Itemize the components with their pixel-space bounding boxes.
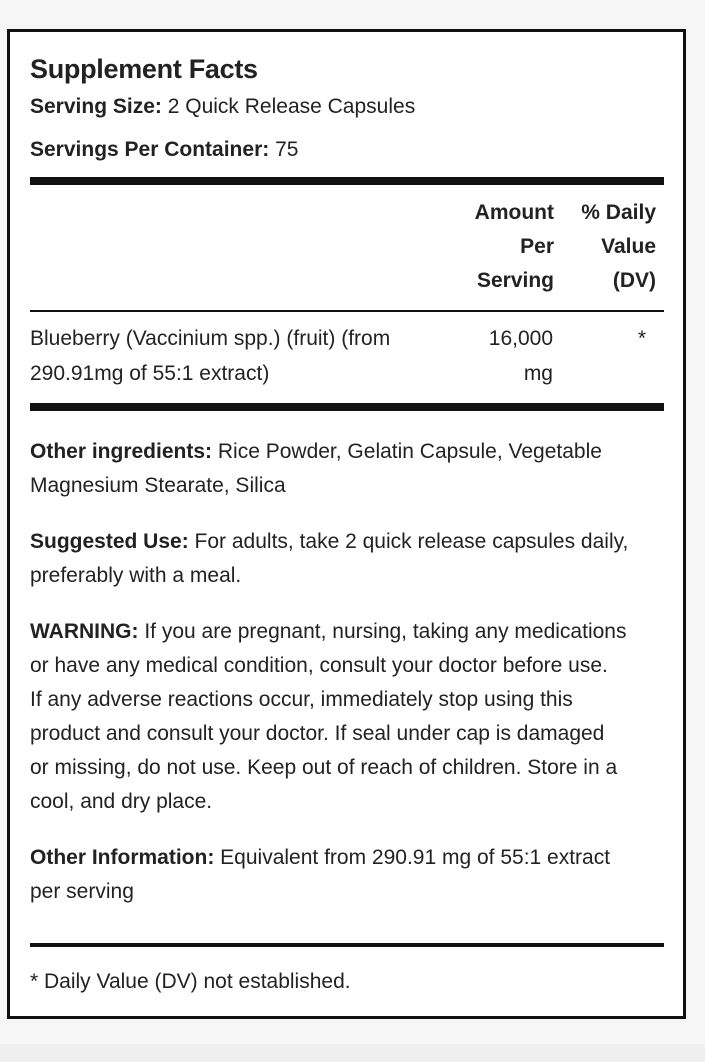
table-row <box>30 312 664 403</box>
header-amount-line: Serving <box>476 269 554 292</box>
supplement-facts-panel <box>7 29 686 1019</box>
header-amount-line: Per <box>520 235 554 258</box>
other-information <box>30 841 664 909</box>
ingredient-name <box>30 321 450 391</box>
ingredient-name-line: Blueberry (Vaccinium spp.) (fruit) (from <box>30 327 391 350</box>
table-header <box>30 185 664 310</box>
warning-label: WARNING: <box>30 620 139 643</box>
other-information-text: Equivalent from 290.91 mg of 55:1 extract <box>220 846 611 869</box>
other-ingredients <box>30 435 664 503</box>
warning-text: or missing, do not use. Keep out of reach of children. Store in a <box>30 756 618 779</box>
other-information-text: per serving <box>30 880 134 903</box>
ingredient-name-line: 290.91mg of 55:1 extract) <box>30 362 270 385</box>
header-daily-value <box>576 196 656 298</box>
divider-footer <box>30 943 664 947</box>
header-amount-per-serving <box>464 196 554 298</box>
ingredient-daily-value: * <box>637 327 646 350</box>
ingredient-amount-line: 16,000 <box>488 327 553 350</box>
warning-text: If you are pregnant, nursing, taking any medications <box>144 620 627 643</box>
warning-text: product and consult your doctor. If seal under cap is damaged <box>30 722 605 745</box>
suggested-use-text: For adults, take 2 quick release capsules daily, <box>194 530 629 553</box>
panel-content <box>30 50 664 999</box>
warning <box>30 615 664 819</box>
serving-size <box>30 92 664 122</box>
other-ingredients-text: Magnesium Stearate, Silica <box>30 474 286 497</box>
serving-size-label: Serving Size: <box>30 95 162 118</box>
warning-text: If any adverse reactions occur, immediately stop using this <box>30 688 573 711</box>
page-bottom-strip <box>0 1044 705 1062</box>
divider-thick-top <box>30 177 664 185</box>
ingredient-amount-line: mg <box>523 362 553 385</box>
ingredient-amount <box>450 321 553 391</box>
servings-per-container <box>30 135 664 165</box>
other-ingredients-label: Other ingredients: <box>30 440 213 463</box>
header-dv-line: Value <box>601 235 656 258</box>
footnote: * Daily Value (DV) not established. <box>30 970 351 993</box>
suggested-use <box>30 525 664 593</box>
suggested-use-label: Suggested Use: <box>30 530 189 553</box>
other-information-label: Other Information: <box>30 846 215 869</box>
servings-per-container-label: Servings Per Container: <box>30 138 270 161</box>
servings-per-container-value: 75 <box>275 138 299 161</box>
serving-size-value: 2 Quick Release Capsules <box>167 95 416 118</box>
suggested-use-text: preferably with a meal. <box>30 564 242 587</box>
header-dv-line: % Daily <box>581 201 656 224</box>
panel-title: Supplement Facts <box>30 54 258 84</box>
warning-text: or have any medical condition, consult your doctor before use. <box>30 654 608 677</box>
warning-text: cool, and dry place. <box>30 790 213 813</box>
divider-thick-bottom <box>30 403 664 411</box>
header-amount-line: Amount <box>474 201 554 224</box>
header-dv-line: (DV) <box>612 269 656 292</box>
other-ingredients-text: Rice Powder, Gelatin Capsule, Vegetable <box>217 440 602 463</box>
